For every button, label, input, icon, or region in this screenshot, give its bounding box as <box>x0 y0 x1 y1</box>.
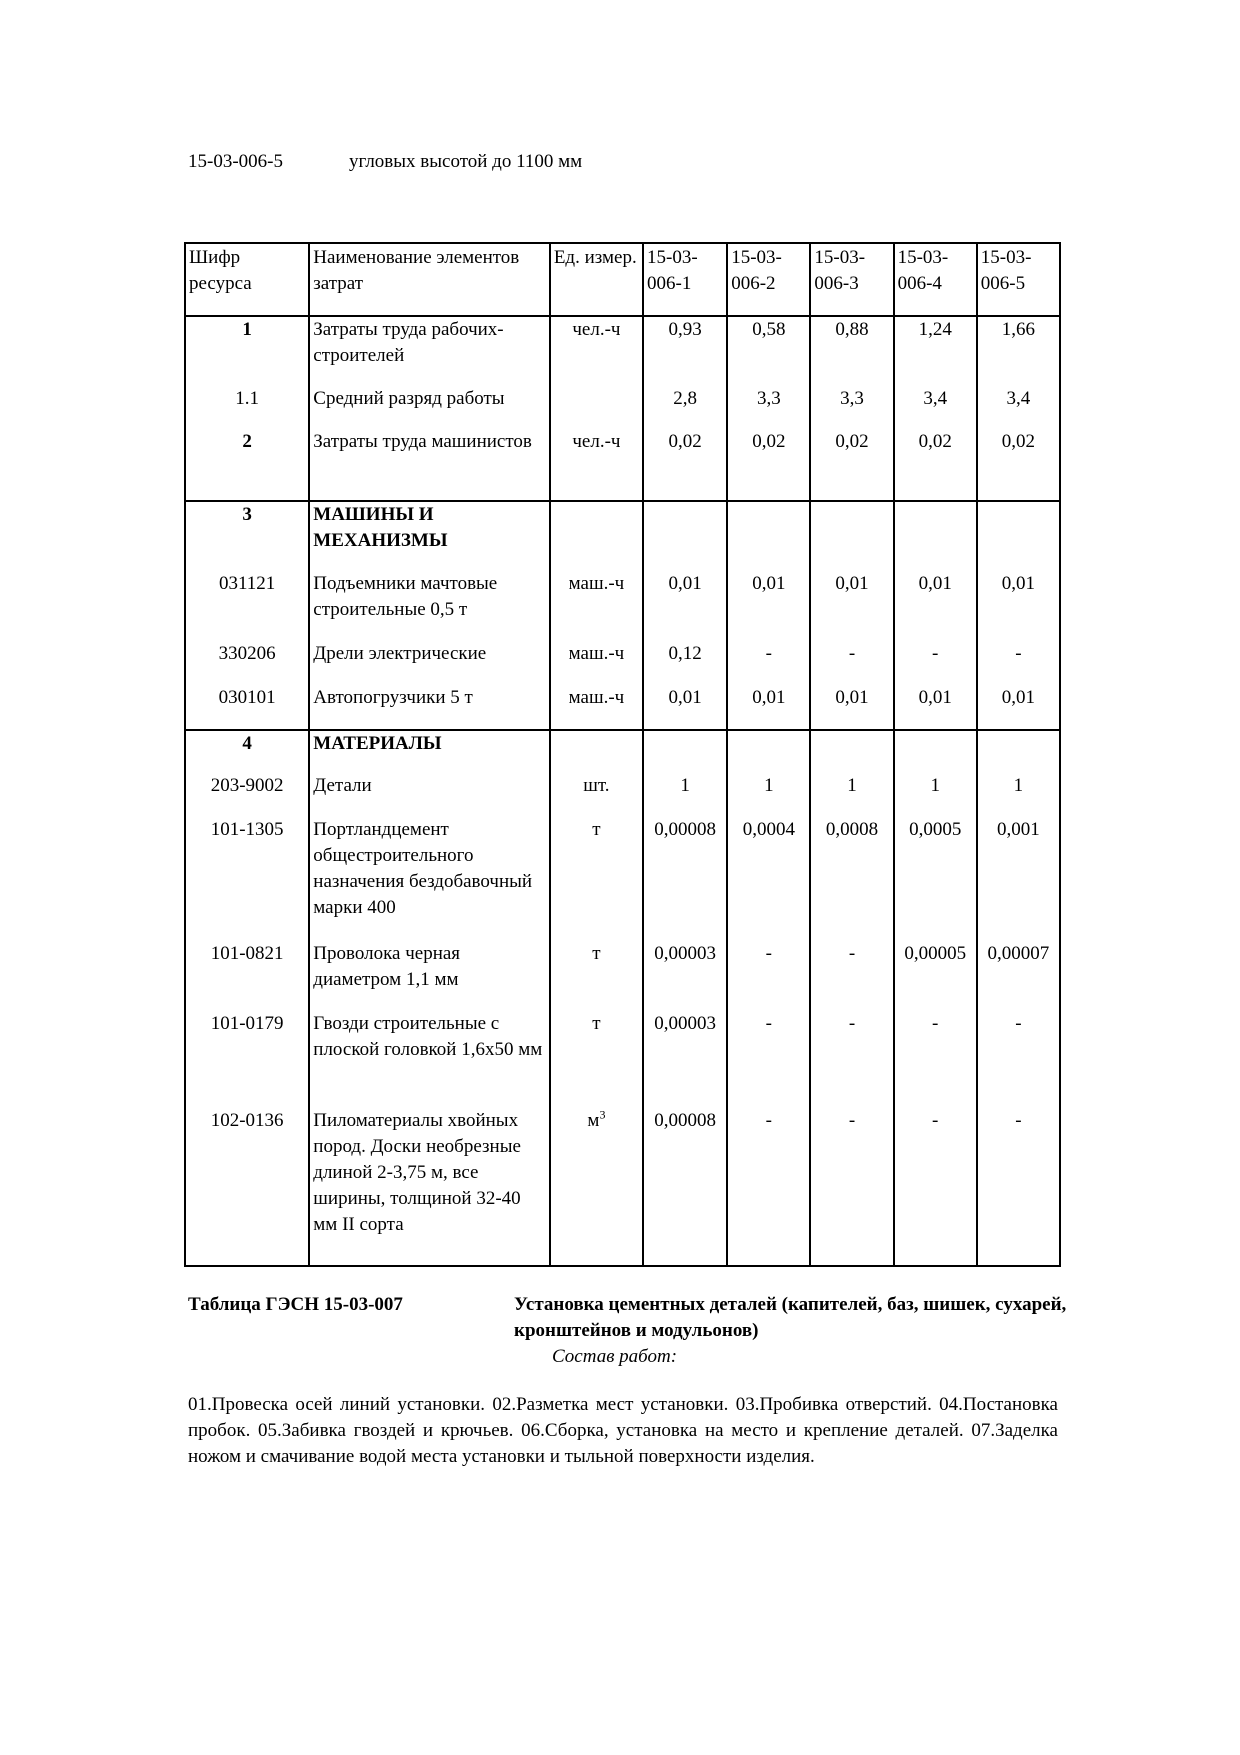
row-value: 0,01 <box>643 571 727 641</box>
row-value: 0,01 <box>727 685 810 730</box>
row-value: 0,01 <box>894 571 977 641</box>
header-col-4: 15-03-006-4 <box>894 243 977 316</box>
row-value: 3,4 <box>977 386 1060 429</box>
row-name: Проволока черная диаметром 1,1 мм <box>309 941 550 1011</box>
row-unit: маш.-ч <box>550 641 643 685</box>
previous-item-name: угловых высотой до 1100 мм <box>349 151 583 172</box>
row-value: 0,0008 <box>810 817 893 941</box>
row-value: 0,93 <box>643 316 727 386</box>
row-code: 101-1305 <box>185 817 309 941</box>
row-name: Гвозди строительные с плоской головкой 1,6х50 мм <box>309 1011 550 1108</box>
row-value: 0,01 <box>810 685 893 730</box>
works-composition-label: Состав работ: <box>552 1346 678 1367</box>
row-value: 1 <box>643 773 727 817</box>
table-row <box>185 941 1060 1011</box>
row-code: 030101 <box>185 685 309 730</box>
row-unit <box>550 730 643 773</box>
row-value: 1,24 <box>894 316 977 386</box>
row-value: 3,3 <box>810 386 893 429</box>
row-unit: чел.-ч <box>550 429 643 501</box>
row-value: 2,8 <box>643 386 727 429</box>
row-value: 0,01 <box>977 571 1060 641</box>
row-name: Детали <box>309 773 550 817</box>
row-name: МАШИНЫ И МЕХАНИЗМЫ <box>309 501 550 571</box>
header-col-3: 15-03-006-3 <box>810 243 893 316</box>
row-value <box>727 501 810 571</box>
header-col-5: 15-03-006-5 <box>977 243 1060 316</box>
row-value: 0,01 <box>810 571 893 641</box>
header-col-2: 15-03-006-2 <box>727 243 810 316</box>
row-value: 1 <box>894 773 977 817</box>
row-value: - <box>894 1011 977 1108</box>
row-value: - <box>894 641 977 685</box>
row-value: - <box>727 641 810 685</box>
row-unit: шт. <box>550 773 643 817</box>
works-composition-text: 01.Провеска осей линий установки. 02.Разметка мест установки. 03.Пробивка отверстий. 04.Постановка пробок. 05.Забивка гвоздей и крючьев. 06.Сборка, установка на место и крепление деталей. 07.Заделка ножом и смачивание водой места установки и тыльной поверхности изделия. <box>188 1394 1058 1467</box>
row-value: 0,88 <box>810 316 893 386</box>
row-name: Затраты труда рабочих-строителей <box>309 316 550 386</box>
row-value <box>810 501 893 571</box>
next-table-title: Установка цементных деталей (капителей, баз, шишек, сухарей, кронштейнов и модульонов) <box>514 1294 1067 1341</box>
row-code: 101-0821 <box>185 941 309 1011</box>
row-unit: т <box>550 941 643 1011</box>
row-value <box>977 730 1060 773</box>
unit-superscript: 3 <box>599 1107 606 1122</box>
row-code: 031121 <box>185 571 309 641</box>
row-value: 0,58 <box>727 316 810 386</box>
row-value: 0,02 <box>810 429 893 501</box>
row-unit <box>550 386 643 429</box>
row-value: 0,02 <box>977 429 1060 501</box>
header-unit: Ед. измер. <box>550 243 643 316</box>
table-row <box>185 571 1060 641</box>
row-value: 0,00005 <box>894 941 977 1011</box>
row-code: 4 <box>185 730 309 773</box>
row-unit: маш.-ч <box>550 571 643 641</box>
table-row <box>185 730 1060 773</box>
table-row <box>185 773 1060 817</box>
row-value <box>810 730 893 773</box>
row-value: 0,00003 <box>643 1011 727 1108</box>
row-value: 0,12 <box>643 641 727 685</box>
next-table-label: Таблица ГЭСН 15-03-007 <box>188 1294 403 1315</box>
row-code: 102-0136 <box>185 1108 309 1266</box>
header-name: Наименование элементов затрат <box>309 243 550 316</box>
row-value: 0,0005 <box>894 817 977 941</box>
row-value: - <box>977 1108 1060 1266</box>
header-code: Шифр ресурса <box>185 243 309 316</box>
row-value: 1 <box>977 773 1060 817</box>
row-value: - <box>977 1011 1060 1108</box>
row-value: - <box>810 941 893 1011</box>
row-name: Средний разряд работы <box>309 386 550 429</box>
row-unit: т <box>550 817 643 941</box>
row-code: 2 <box>185 429 309 501</box>
row-value: - <box>810 1011 893 1108</box>
previous-item-code: 15-03-006-5 <box>188 151 283 172</box>
row-value: 0,02 <box>894 429 977 501</box>
row-value: 0,00008 <box>643 1108 727 1266</box>
row-value: 3,3 <box>727 386 810 429</box>
row-code: 1 <box>185 316 309 386</box>
row-value: 0,01 <box>977 685 1060 730</box>
row-code: 203-9002 <box>185 773 309 817</box>
row-code: 3 <box>185 501 309 571</box>
row-value <box>727 730 810 773</box>
row-value: 0,01 <box>643 685 727 730</box>
row-name: МАТЕРИАЛЫ <box>309 730 550 773</box>
row-name: Подъемники мачтовые строительные 0,5 т <box>309 571 550 641</box>
row-value <box>643 730 727 773</box>
row-value <box>643 501 727 571</box>
row-unit <box>550 1108 643 1266</box>
table-header-row <box>185 243 1060 316</box>
table-row <box>185 386 1060 429</box>
row-unit: маш.-ч <box>550 685 643 730</box>
resource-table <box>184 242 1061 1267</box>
row-value: 1 <box>727 773 810 817</box>
row-value: - <box>810 1108 893 1266</box>
row-value: - <box>977 641 1060 685</box>
row-value: 1 <box>810 773 893 817</box>
row-code: 101-0179 <box>185 1011 309 1108</box>
row-name: Затраты труда машинистов <box>309 429 550 501</box>
row-value: 0,00008 <box>643 817 727 941</box>
row-unit: чел.-ч <box>550 316 643 386</box>
table-row <box>185 817 1060 941</box>
unit-text: м <box>587 1110 600 1131</box>
header-col-1: 15-03-006-1 <box>643 243 727 316</box>
row-code: 330206 <box>185 641 309 685</box>
row-name: Дрели электрические <box>309 641 550 685</box>
row-name: Пиломатериалы хвойных пород. Доски необрезные длиной 2-3,75 м, все ширины, толщиной 32-40 мм II сорта <box>309 1108 550 1266</box>
row-value: - <box>727 941 810 1011</box>
row-value: 0,00007 <box>977 941 1060 1011</box>
row-value: 3,4 <box>894 386 977 429</box>
row-code: 1.1 <box>185 386 309 429</box>
row-value: 0,01 <box>727 571 810 641</box>
table-row <box>185 501 1060 571</box>
row-value: 0,0004 <box>727 817 810 941</box>
row-name: Автопогрузчики 5 т <box>309 685 550 730</box>
row-value: 0,001 <box>977 817 1060 941</box>
row-value: - <box>727 1108 810 1266</box>
row-value: 0,02 <box>727 429 810 501</box>
row-name: Портландцемент общестроительного назначения бездобавочный марки 400 <box>309 817 550 941</box>
row-value: - <box>894 1108 977 1266</box>
table-row <box>185 316 1060 386</box>
row-value: 0,02 <box>643 429 727 501</box>
table-row <box>185 1011 1060 1108</box>
table-row <box>185 641 1060 685</box>
row-value <box>977 501 1060 571</box>
row-unit <box>550 501 643 571</box>
row-value: - <box>727 1011 810 1108</box>
row-value: 0,00003 <box>643 941 727 1011</box>
table-row <box>185 1108 1060 1266</box>
row-value: - <box>810 641 893 685</box>
row-value <box>894 730 977 773</box>
row-unit: т <box>550 1011 643 1108</box>
table-row <box>185 685 1060 730</box>
row-value: 1,66 <box>977 316 1060 386</box>
table-row <box>185 429 1060 501</box>
row-value <box>894 501 977 571</box>
row-value: 0,01 <box>894 685 977 730</box>
